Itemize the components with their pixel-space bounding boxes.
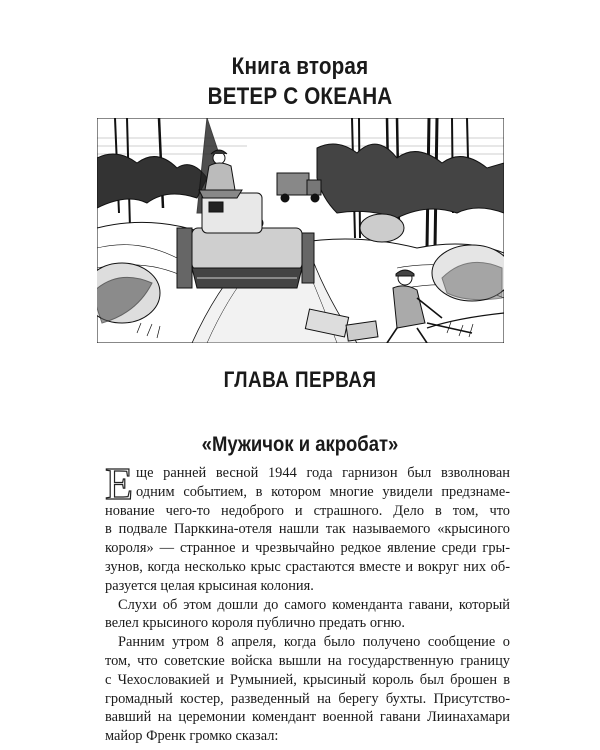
text-line: вавший на церемонии комендант военной гавани Лиинахамари xyxy=(105,709,510,726)
text-line: одним событием, в котором многие увидели предзнаме- xyxy=(136,483,510,500)
chapter-title: ГЛАВА ПЕРВАЯ xyxy=(223,367,377,392)
section-title: «Мужичок и акробат» xyxy=(201,433,399,456)
text-line: короля» — странное и чрезвычайно редкое явление среди гры- xyxy=(105,540,510,557)
paragraph-3 xyxy=(105,633,510,746)
text-line: в подвале Парккина-отеля нашли так называемого «крысиного xyxy=(105,521,510,538)
text-line: зунов, когда несколько крыс срастаются вместе и вокруг них об- xyxy=(105,558,510,575)
paragraph-1 xyxy=(105,458,510,596)
text-line: с Чехословакией и Румынией, крысиный король был брошен в xyxy=(105,671,510,688)
book-title: ВЕТЕР С ОКЕАНА xyxy=(207,83,393,110)
text-line: велел крысиного короля публично предать огню. xyxy=(105,615,405,632)
book-title-block xyxy=(42,52,558,112)
text-line: ще ранней весной 1944 года гарнизон был взволнован xyxy=(136,465,510,481)
paragraph-2 xyxy=(105,596,510,634)
text-line: майор Френк громко сказал: xyxy=(105,728,279,745)
text-line: том, что советские войска вышли на государственную границу xyxy=(105,652,510,669)
text-line: Ранним утром 8 апреля, когда было получено сообщение о xyxy=(118,634,510,651)
book-part-label: Книга вторая xyxy=(231,53,369,80)
body-text xyxy=(105,458,510,746)
text-line: разуется целая крысиная колония. xyxy=(105,577,314,594)
text-line: громадный костер, разведенный на берегу бухты. Присутство- xyxy=(105,690,510,707)
text-line: Слухи об этом дошли до самого коменданта гавани, который xyxy=(118,596,510,613)
text-line: нование чего-то недоброго и страшного. Дело в том, что xyxy=(105,502,510,519)
drop-cap: Е xyxy=(105,458,134,509)
illustration-forest-tank xyxy=(97,118,504,343)
